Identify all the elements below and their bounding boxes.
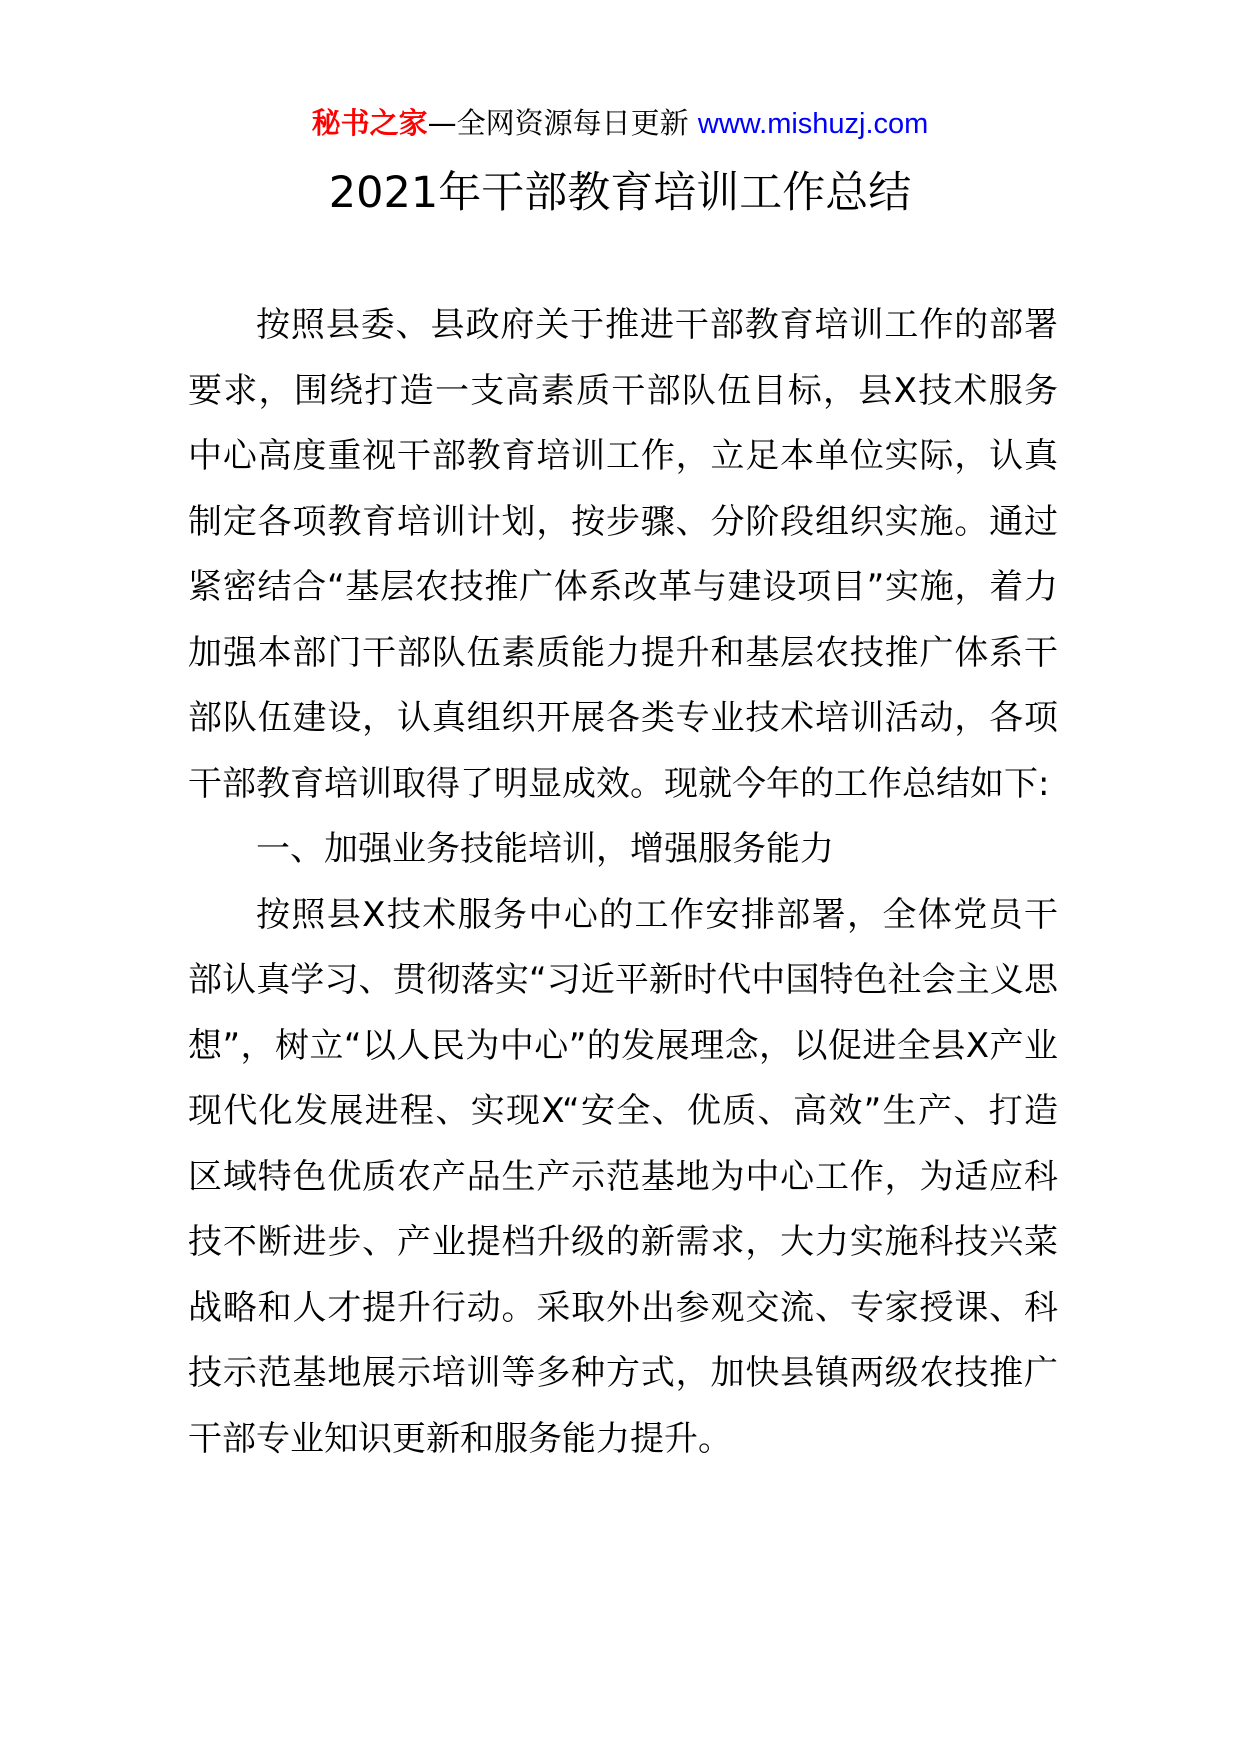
document-title: 2021年干部教育培训工作总结: [328, 168, 912, 218]
intro-paragraph: 按照县委、县政府关于推进干部教育培训工作的部署要求，围绕打造一支高素质干部队伍目标，县X技术服务中心高度重视干部教育培训工作，立足本单位实际，认真制定各项教育培训计划，按步骤、分阶段组织实施。通过紧密结合“基层农技推广体系改革与建设项目”实施，着力加强本部门干部队伍素质能力提升和基层农技推广体系干部队伍建设，认真组织开展各类专业技术培训活动，各项干部教育培训取得了明显成效。现就今年的工作总结如下:: [188, 305, 1058, 804]
site-header: [0, 100, 1240, 147]
site-url-link[interactable]: www.mishuzj.com: [697, 108, 929, 140]
document-body: [188, 293, 1058, 1472]
brand-name: 秘书之家: [311, 106, 428, 140]
section-paragraph: 按照县X技术服务中心的工作安排部署，全体党员干部认真学习、贯彻落实“习近平新时代中国特色社会主义思想”，树立“以人民为中心”的发展理念，以促进全县X产业现代化发展进程、实现X“安全、优质、高效”生产、打造区域特色优质农产品生产示范基地为中心工作，为适应科技不断进步、产业提档升级的新需求，大力实施科技兴菜战略和人才提升行动。采取外出参观交流、专家授课、科技示范基地展示培训等多种方式，加快县镇两级农技推广干部专业知识更新和服务能力提升。: [188, 894, 1058, 1459]
header-tagline: —全网资源每日更新: [427, 106, 689, 140]
section-heading: 一、加强业务技能培训，增强服务能力: [256, 829, 834, 869]
